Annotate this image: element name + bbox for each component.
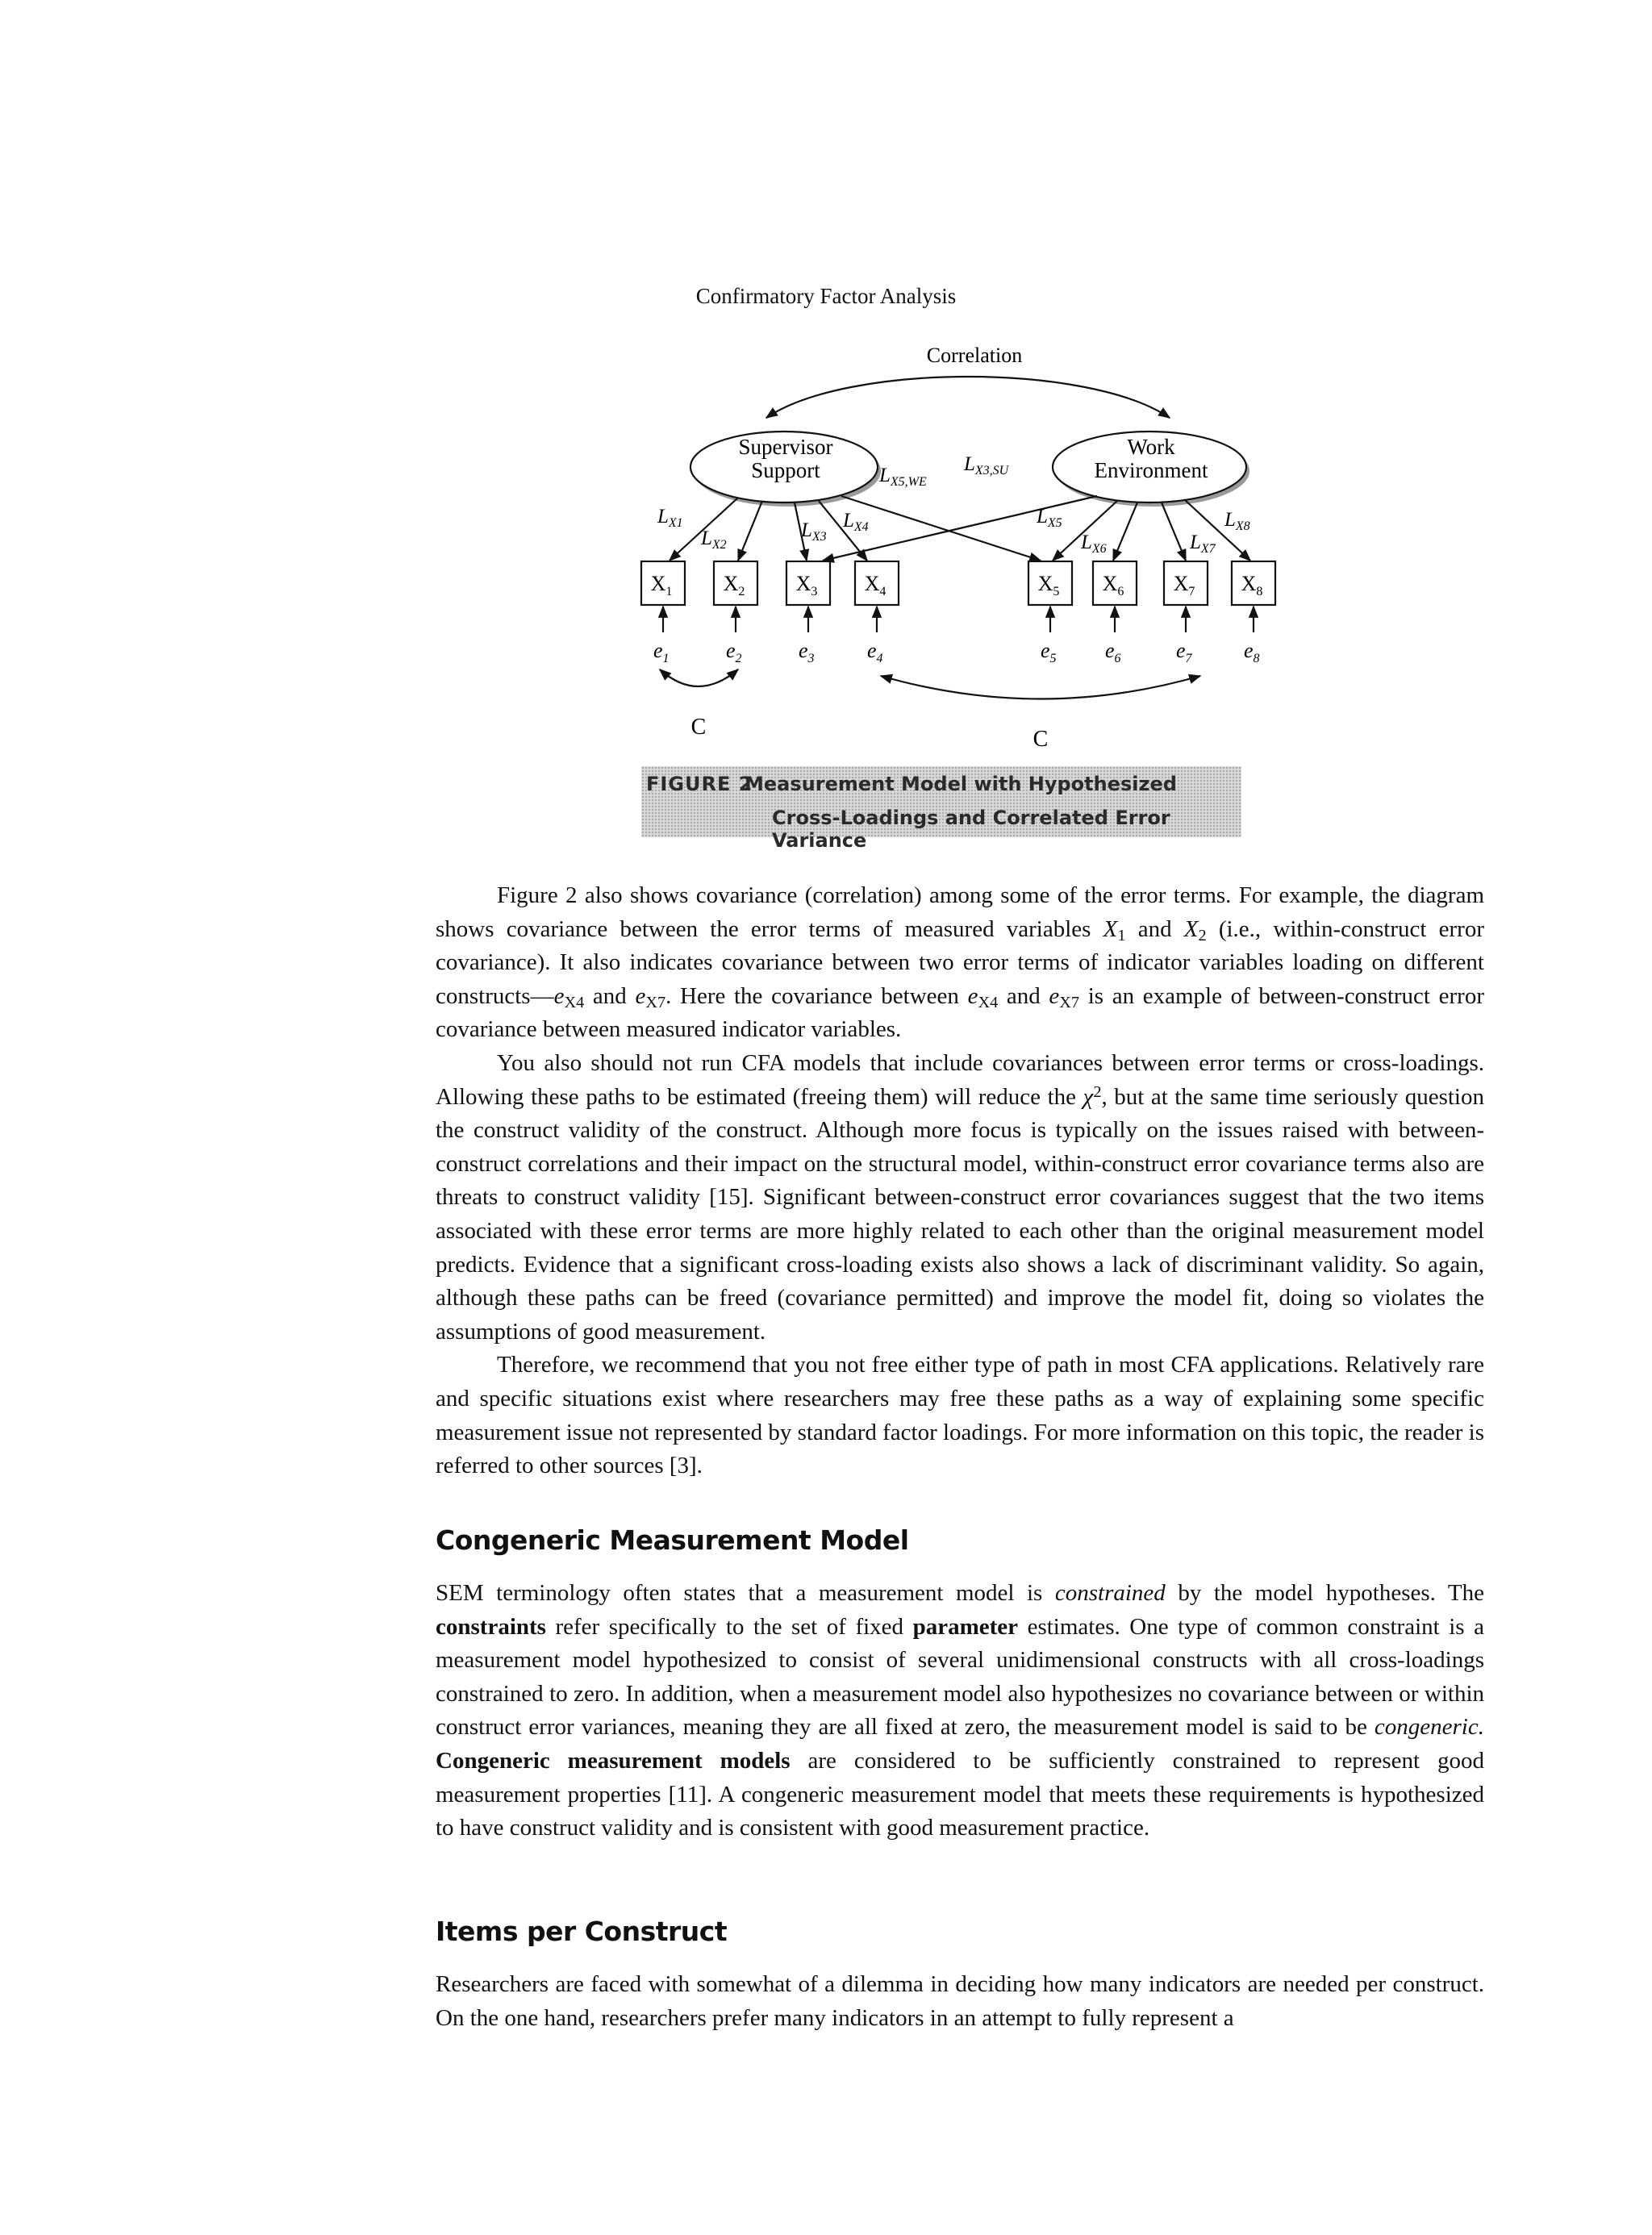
- body-section-3: [436, 1968, 1484, 2035]
- figure-caption: [641, 766, 1241, 852]
- indicator-label: $X_1$: [650, 572, 673, 598]
- paragraph-error-covariance: Figure 2 also shows covariance (correlation) among some of the error terms. For example, the diagram shows covariance between the error terms of measured variables $X_1$ and $X_2$ (i.e., within-construct error covariance). It also indicates covariance between two error terms of indicator variables loading on different $constructs—e_{X4}$ and $e_{X7}$. Here the covariance between $e_{X4}$ and $e_{X7}$ is an example of between-construct error covariance between measured indicator variables.: [436, 882, 1484, 1043]
- loading-label-x8: $L_{X8}$: [1224, 509, 1250, 533]
- figure-title-line2: Cross-Loadings and Correlated Error Variance: [772, 807, 1170, 852]
- figure-title-line1: Measurement Model with Hypothesized: [745, 773, 1177, 795]
- paragraph-items-per-construct: Researchers are faced with somewhat of a dilemma in deciding how many indicators are needed per construct. On the one hand, researchers prefer many indicators in an attempt to fully represent a: [436, 1971, 1484, 2031]
- indicator-label: $X_4$: [864, 572, 886, 598]
- loading-label-x1: $L_{X1}$: [657, 506, 683, 530]
- running-header: Confirmatory Factor Analysis: [695, 284, 957, 308]
- error-label: $e_4$: [867, 639, 883, 665]
- error-label: $e_8$: [1244, 639, 1260, 665]
- construct-label-line2: Environment: [1094, 458, 1208, 482]
- indicator-label: $X_6$: [1102, 572, 1124, 598]
- error-covariance-e4-e7: [881, 676, 1200, 699]
- error-label: $e_2$: [726, 639, 742, 665]
- heading-items-per-construct: Items per Construct: [436, 1916, 728, 1947]
- loading-label-x3-su: $L_{X3,SU}$: [964, 453, 1009, 477]
- indicator-label: $X_2$: [723, 572, 745, 598]
- error-label: $e_5$: [1041, 639, 1057, 665]
- loading-label-x6: $L_{X6}$: [1081, 532, 1107, 556]
- indicator-label: $X_8$: [1241, 572, 1263, 598]
- paragraph-recommendation: Therefore, we recommend that you not free either type of path in most CFA applications. Relatively rare and specific situations exist where researchers may free these paths as a way of explaining some specific measurement issue not represented by standard factor loadings. For more information on this topic, the reader is referred to other sources [3].: [436, 1352, 1484, 1479]
- error-covariance-e1-e2: [660, 669, 738, 686]
- correlation-label: Correlation: [926, 344, 1023, 367]
- loading-label-x5: $L_{X5}$: [1037, 506, 1062, 530]
- indicator-label: $X_5$: [1037, 572, 1060, 598]
- construct-label-line1: Supervisor: [738, 435, 833, 459]
- loading-arrow-x2: [738, 501, 762, 561]
- figure-number: FIGURE 2: [646, 773, 753, 795]
- loading-arrow-x6: [1113, 502, 1137, 561]
- loading-label-x5-we: $L_{X5,WE}$: [879, 465, 927, 489]
- covariance-label: C: [1032, 727, 1049, 752]
- loading-label-x3: $L_{X3}$: [801, 519, 827, 544]
- measurement-model-diagram: [629, 323, 1315, 839]
- error-label: $e_1$: [653, 639, 670, 665]
- loading-label-x7: $L_{X7}$: [1190, 532, 1216, 556]
- error-label: $e_7$: [1176, 639, 1192, 665]
- covariance-label: C: [690, 715, 707, 740]
- construct-label-line2: Support: [751, 458, 820, 482]
- body-section-1: [436, 879, 1484, 1483]
- indicator-label: $X_7$: [1173, 572, 1195, 598]
- cross-loading-arrow-x5-we: [841, 496, 1041, 561]
- paragraph-cross-loadings: You also should not run CFA models that include covariances between error terms or cross-loadings. Allowing these paths to be estimated (freeing them) will reduce the $\chi^2$, but at the same time seriously question the construct validity of the construct. Although more focus is typically on the issues raised with between-construct correlations and their impact on the structural model, within-construct error covariance terms also are threats to construct validity [15]. Significant between-construct error covariances suggest that the two items associated with these error terms are more highly related to each other than the original measurement model predicts. Evidence that a significant cross-loading exists also shows a lack of discriminant validity. So again, although these paths can be freed (covariance permitted) and improve the model fit, doing so violates the assumptions of good measurement.: [436, 1049, 1484, 1345]
- error-label: $e_3$: [799, 639, 815, 665]
- construct-label-line1: Work: [1127, 435, 1175, 459]
- paragraph-congeneric: SEM terminology often states that a measurement model is constrained by the model hypotheses. The constraints refer specifically to the set of fixed parameter estimates. One type of common constraint is a measurement model hypothesized to consist of several unidimensional constructs with all cross-loadings constrained to zero. In addition, when a measurement model also hypothesizes no covariance between or within construct error variances, meaning they are all fixed at zero, the measurement model is said to be congeneric. Congeneric measurement models are considered to be sufficiently constrained to represent good measurement properties [11]. A congeneric measurement model that meets these requirements is hypothesized to have construct validity and is consistent with good measurement practice.: [436, 1580, 1484, 1841]
- error-label: $e_6$: [1105, 639, 1121, 665]
- construct-correlation-arrow: [766, 377, 1170, 418]
- loading-label-x4: $L_{X4}$: [843, 510, 869, 534]
- loading-label-x2: $L_{X2}$: [701, 527, 727, 552]
- body-section-2: [436, 1577, 1484, 1845]
- loading-arrow-x7: [1162, 502, 1186, 561]
- indicator-label: $X_3$: [795, 572, 818, 598]
- heading-congeneric-measurement-model: Congeneric Measurement Model: [436, 1524, 909, 1556]
